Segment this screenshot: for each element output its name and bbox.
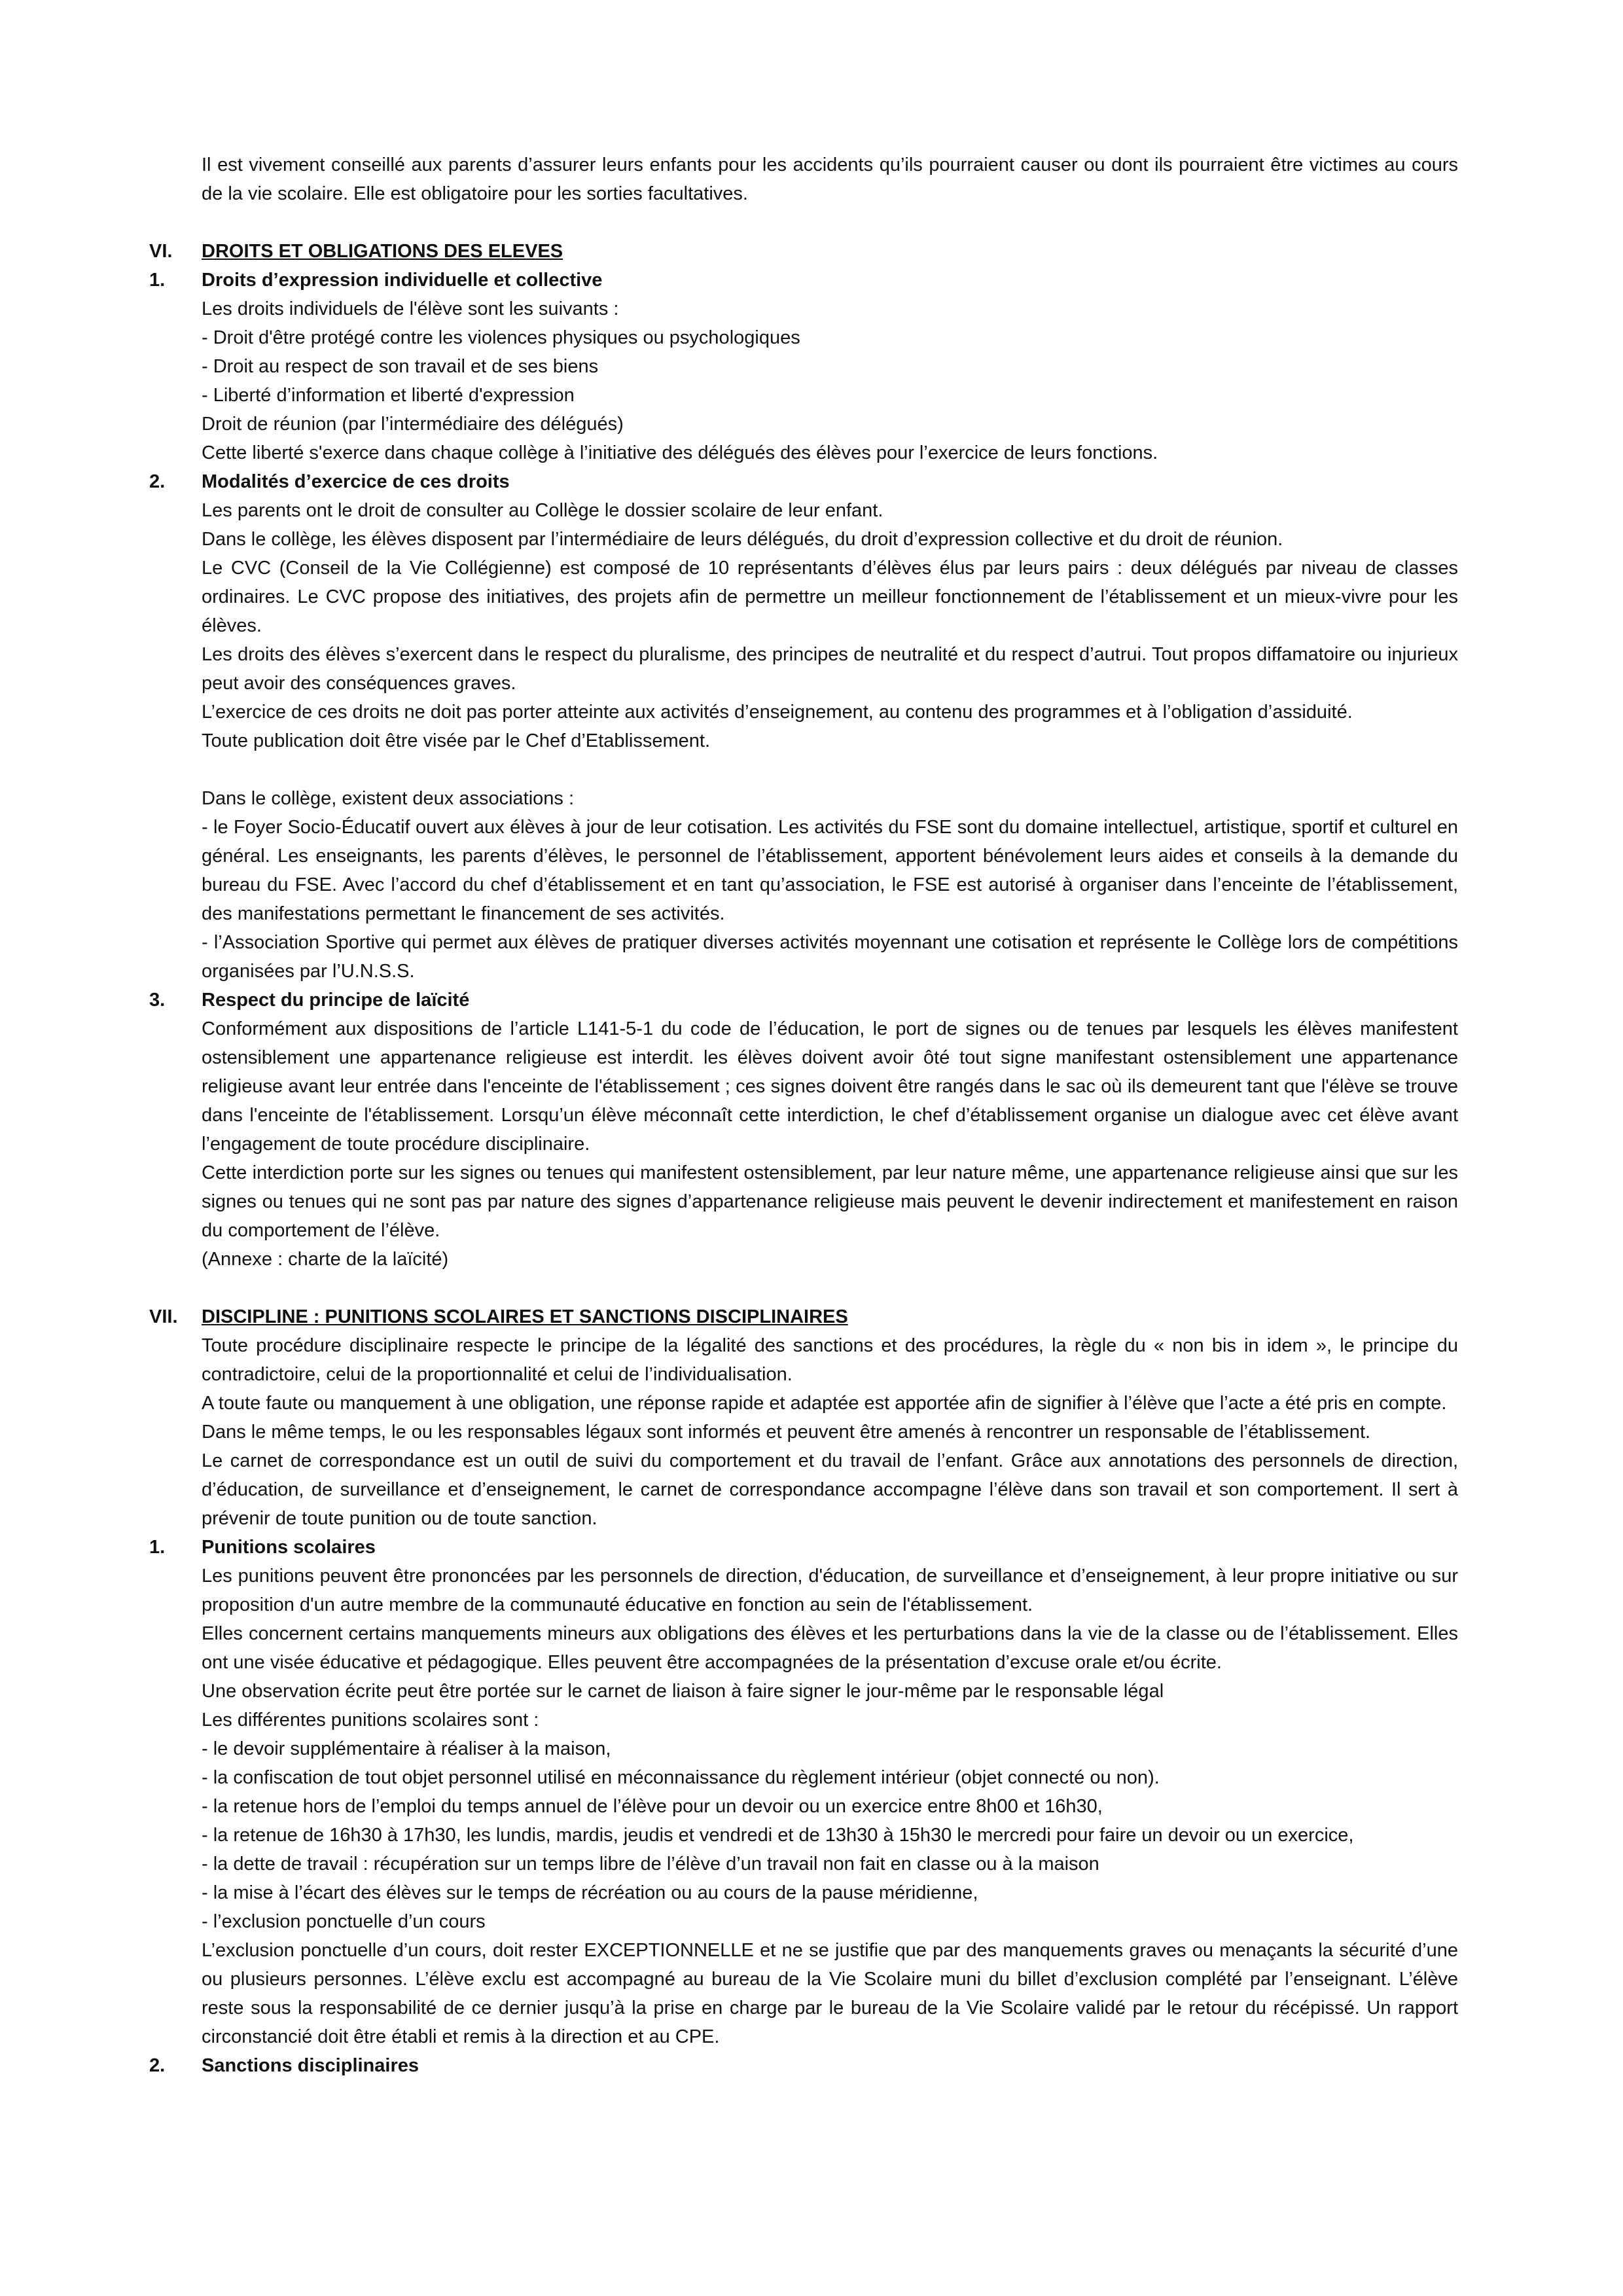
subsection-6-1-heading xyxy=(149,266,1458,295)
subsection-number: 1. xyxy=(149,1537,166,1558)
list-item: - le devoir supplémentaire à réaliser à la maison, xyxy=(202,1738,611,1759)
subsection-title: Modalités d’exercice de ces droits xyxy=(202,471,510,492)
paragraph: Les droits des élèves s’exercent dans le respect du pluralisme, des principes de neutralité et du respect d’autrui. Tout propos diffamatoire ou injurieux peut avoir des conséquences graves. xyxy=(202,644,1458,694)
paragraph: Toute publication doit être visée par le Chef d’Etablissement. xyxy=(202,730,710,751)
list-item: Droit de réunion (par l’intermédiaire des délégués) xyxy=(202,414,624,435)
document-body xyxy=(149,151,1458,2080)
list-item: - la confiscation de tout objet personnel utilisé en méconnaissance du règlement intérieur (objet connecté ou non). xyxy=(202,1767,1160,1788)
list-item: - Droit au respect de son travail et de ses biens xyxy=(202,356,599,377)
subsection-7-2-heading xyxy=(149,2051,1458,2080)
paragraph: L’exclusion ponctuelle d’un cours, doit rester EXCEPTIONNELLE et ne se justifie que par des manquements graves ou menaçants la sécurité d’une ou plusieurs personnes. L’élève exclu est accompagné au bureau de la Vie Scolaire muni du billet d’exclusion complété par l’enseignant. L’élève reste sous la responsabilité de ce dernier jusqu’à la prise en charge par le bureau de la Vie Scolaire validé par le retour du récépissé. Un rapport circonstancié doit être établi et remis à la direction et au CPE. xyxy=(202,1940,1458,2047)
list-item: - l’exclusion ponctuelle d’un cours xyxy=(202,1911,486,1932)
paragraph: - le Foyer Socio-Éducatif ouvert aux élèves à jour de leur cotisation. Les activités du FSE sont du domaine intellectuel, artistique, sportif et culturel en général. Les enseignants, les parents d’élèves, le personnel de l’établissement, apportent bénévolement leurs aides et conseils à la demande du bureau du FSE. Avec l’accord du chef d’établissement et en tant qu’association, le FSE est autorisé à organiser dans l’enceinte de l’établissement, des manifestations permettant le financement de ses activités. xyxy=(202,817,1458,924)
paragraph: Dans le même temps, le ou les responsables légaux sont informés et peuvent être amenés à rencontrer un responsable de l’établissement. xyxy=(202,1422,1371,1443)
paragraph: Le CVC (Conseil de la Vie Collégienne) est composé de 10 représentants d’élèves élus par leurs pairs : deux délégués par niveau de classes ordinaires. Le CVC propose des initiatives, des projets afin de permettre un meilleur fonctionnement de l’établissement et un mieux-vivre pour les élèves. xyxy=(202,558,1458,636)
paragraph: Toute procédure disciplinaire respecte le principe de la légalité des sanctions et des procédures, la règle du « non bis in idem », le principe du contradictoire, celui de la proportionnalité et celui de l’individualisation. xyxy=(202,1335,1458,1385)
list-item: - la mise à l’écart des élèves sur le temps de récréation ou au cours de la pause méridienne, xyxy=(202,1882,978,1903)
subsection-number: 1. xyxy=(149,270,166,291)
spacer xyxy=(202,1274,1458,1302)
subsection-title: Punitions scolaires xyxy=(202,1537,376,1558)
list-item: - la retenue de 16h30 à 17h30, les lundis, mardis, jeudis et vendredi et de 13h30 à 15h30 le mercredi pour faire un devoir ou un exercice, xyxy=(202,1825,1354,1846)
spacer xyxy=(202,755,1458,784)
list-item: - la retenue hors de l’emploi du temps annuel de l’élève pour un devoir ou un exercice entre 8h00 et 16h30, xyxy=(202,1796,1103,1817)
subsection-6-2-heading xyxy=(149,467,1458,496)
spacer xyxy=(202,208,1458,237)
list-item: - Droit d'être protégé contre les violences physiques ou psychologiques xyxy=(202,327,800,348)
list-item: Les droits individuels de l'élève sont les suivants : xyxy=(202,298,619,319)
list-item: - la dette de travail : récupération sur un temps libre de l’élève d’un travail non fait en classe ou à la maison xyxy=(202,1854,1099,1874)
paragraph: (Annexe : charte de la laïcité) xyxy=(202,1249,449,1270)
section-number: VI. xyxy=(149,241,173,262)
subsection-number: 2. xyxy=(149,2055,166,2076)
subsection-number: 2. xyxy=(149,471,166,492)
paragraph: Dans le collège, existent deux associations : xyxy=(202,788,575,809)
paragraph: - l’Association Sportive qui permet aux élèves de pratiquer diverses activités moyennant une cotisation et représente le Collège lors de compétitions organisées par l’U.N.S.S. xyxy=(202,932,1458,982)
paragraph: Cette interdiction porte sur les signes ou tenues qui manifestent ostensiblement, par leur nature même, une appartenance religieuse ainsi que sur les signes ou tenues qui ne sont pas par nature des signes d’appartenance religieuse mais peuvent le devenir indirectement et manifestement en raison du comportement de l’élève. xyxy=(202,1162,1458,1241)
paragraph: Les différentes punitions scolaires sont : xyxy=(202,1710,539,1731)
section-title: DROITS ET OBLIGATIONS DES ELEVES xyxy=(202,241,563,262)
paragraph: Dans le collège, les élèves disposent par l’intermédiaire de leurs délégués, du droit d’expression collective et du droit de réunion. xyxy=(202,529,1283,550)
subsection-title: Sanctions disciplinaires xyxy=(202,2055,419,2076)
paragraph: L’exercice de ces droits ne doit pas porter atteinte aux activités d’enseignement, au contenu des programmes et à l’obligation d’assiduité. xyxy=(202,702,1353,723)
paragraph: Elles concernent certains manquements mineurs aux obligations des élèves et les perturbations dans la vie de la classe ou de l’établissement. Elles ont une visée éducative et pédagogique. Elles peuvent être accompagnées de la présentation d’excuse orale et/ou écrite. xyxy=(202,1623,1458,1673)
subsection-6-3-heading xyxy=(149,986,1458,1014)
paragraph: Le carnet de correspondance est un outil de suivi du comportement et du travail de l’enfant. Grâce aux annotations des personnels de direction, d’éducation, de surveillance et d’enseignement, le carnet de correspondance accompagne l’élève dans son travail et son comportement. Il sert à prévenir de toute punition ou de toute sanction. xyxy=(202,1450,1458,1529)
paragraph: Les parents ont le droit de consulter au Collège le dossier scolaire de leur enfant. xyxy=(202,500,883,521)
paragraph: Les punitions peuvent être prononcées par les personnels de direction, d'éducation, de surveillance et d’enseignement, à leur propre initiative ou sur proposition d'un autre membre de la communauté éducative en fonction au sein de l'établissement. xyxy=(202,1566,1458,1615)
list-item: - Liberté d’information et liberté d'expression xyxy=(202,385,575,406)
section-title: DISCIPLINE : PUNITIONS SCOLAIRES ET SANCTIONS DISCIPLINAIRES xyxy=(202,1306,848,1327)
paragraph: A toute faute ou manquement à une obligation, une réponse rapide et adaptée est apportée afin de signifier à l’élève que l’acte a été pris en compte. xyxy=(202,1393,1447,1414)
paragraph: Conformément aux dispositions de l’article L141-5-1 du code de l’éducation, le port de signes ou de tenues par lesquels les élèves manifestent ostensiblement une appartenance religieuse est interdit. les élèves doivent avoir ôté tout signe manifestant ostensiblement une appartenance religieuse avant leur entrée dans l'enceinte de l'établissement ; ces signes doivent être rangés dans le sac où ils demeurent tant que l'élève se trouve dans l'enceinte de l'établissement. Lorsqu’un élève méconnaît cette interdiction, le chef d’établissement organise un dialogue avec cet élève avant l’engagement de toute procédure disciplinaire. xyxy=(202,1018,1458,1155)
subsection-title: Droits d’expression individuelle et collective xyxy=(202,270,603,291)
subsection-number: 3. xyxy=(149,990,166,1011)
section-7-heading xyxy=(149,1302,1458,1331)
paragraph: Une observation écrite peut être portée sur le carnet de liaison à faire signer le jour-même par le responsable légal xyxy=(202,1681,1164,1702)
insurance-paragraph: Il est vivement conseillé aux parents d’assurer leurs enfants pour les accidents qu’ils pourraient causer ou dont ils pourraient être victimes au cours de la vie scolaire. Elle est obligatoire pour les sorties facultatives. xyxy=(202,154,1458,204)
section-6-heading xyxy=(149,237,1458,266)
subsection-7-1-heading xyxy=(149,1533,1458,1562)
section-number: VII. xyxy=(149,1306,178,1327)
subsection-title: Respect du principe de laïcité xyxy=(202,990,470,1011)
list-item: Cette liberté s'exerce dans chaque collège à l’initiative des délégués des élèves pour l’exercice de leurs fonctions. xyxy=(202,442,1158,463)
